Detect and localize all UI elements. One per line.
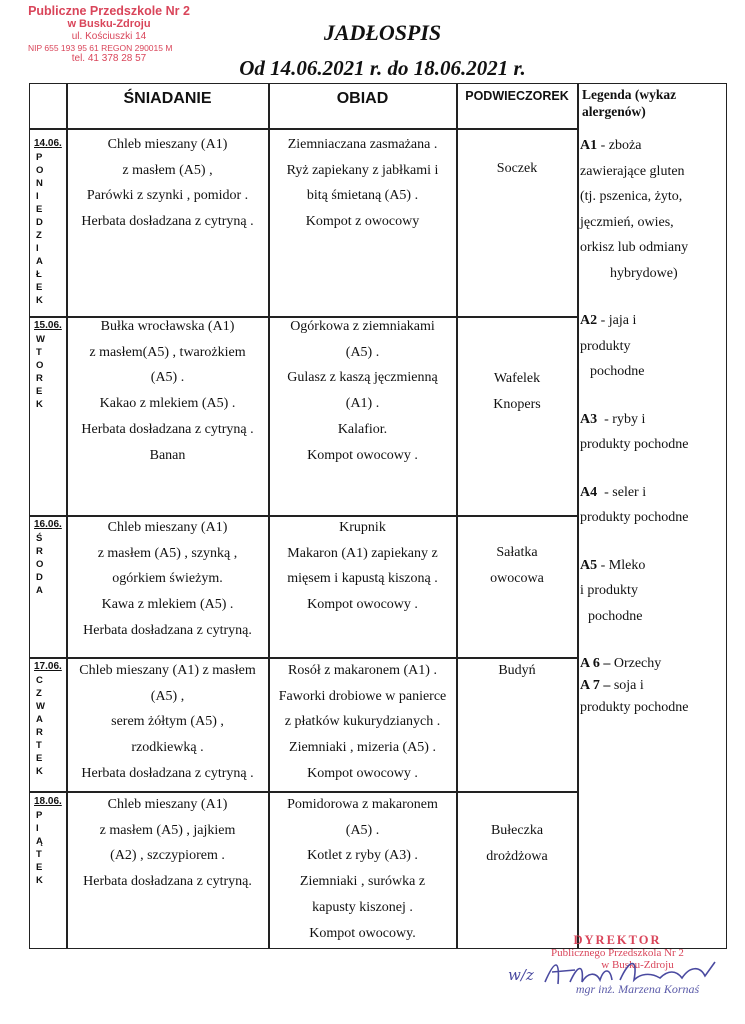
legend-item-a7: A 7 – soja i produkty pochodne bbox=[580, 678, 689, 715]
lunch-cell-tuesday: Ogórkowa z ziemniakami (A5) . Gulasz z kaszą jęczmienną (A1) . Kalafior. Kompot owocowy . bbox=[287, 319, 438, 463]
day-label-wednesday bbox=[34, 519, 64, 597]
signature-title: DYREKTOR bbox=[573, 933, 662, 947]
page-title: JADŁOSPIS bbox=[323, 20, 442, 45]
stamp-line-4: NIP 655 193 95 61 REGON 290015 M bbox=[28, 43, 173, 53]
breakfast-cell-monday: Chleb mieszany (A1) z masłem (A5) , Parówki z szynki , pomidor . Herbata dosładzana z cytryną . bbox=[81, 137, 254, 230]
signature-name: mgr inż. Marzena Kornaś bbox=[575, 982, 700, 996]
legend-item-a2: A2 - jaja i produkty pochodne bbox=[580, 313, 645, 379]
snack-cell-monday: Soczek bbox=[496, 161, 538, 176]
legend-item-a4: A4 - seler i produkty pochodne bbox=[580, 484, 689, 525]
signature-line-2: w Busku-Zdroju bbox=[601, 959, 674, 971]
signature-prefix: w/z bbox=[508, 966, 534, 984]
day-name-vertical: P I Ą T E K bbox=[36, 810, 43, 886]
breakfast-cell-wednesday: Chleb mieszany (A1) z masłem (A5) , szynką , ogórkiem świeżym. Kawa z mlekiem (A5) . Herbata dosładzana z cytryną. bbox=[83, 520, 252, 638]
legend-item-a6: A 6 – Orzechy bbox=[580, 656, 662, 671]
lunch-cell-thursday: Rosół z makaronem (A1) . Faworki drobiowe w panierce z płatków kukurydzianych . Ziemniaki , mizeria (A5) . Kompot owocowy . bbox=[278, 663, 447, 781]
day-date: 17.06. bbox=[34, 661, 62, 672]
day-label-friday bbox=[34, 796, 64, 887]
stamp-line-1: Publiczne Przedszkole Nr 2 bbox=[28, 4, 190, 18]
lunch-cell-wednesday: Krupnik Makaron (A1) zapiekany z mięsem i kapustą kiszoną . Kompot owocowy . bbox=[287, 520, 438, 613]
signature-line-1: Publicznego Przedszkola Nr 2 bbox=[551, 947, 684, 959]
day-label-monday bbox=[34, 138, 64, 307]
allergen-legend bbox=[580, 133, 725, 741]
breakfast-cell-friday: Chleb mieszany (A1) z masłem (A5) , jajkiem (A2) , szczypiorem . Herbata dosładzana z cytryną. bbox=[83, 797, 252, 890]
page-subtitle: Od 14.06.2021 r. do 18.06.2021 r. bbox=[239, 56, 526, 80]
legend-item-a3: A3 - ryby i produkty pochodne bbox=[580, 411, 689, 452]
day-name-vertical: Ś R O D A bbox=[36, 533, 44, 596]
stamp-line-2: w Busku-Zdroju bbox=[67, 18, 151, 30]
breakfast-cell-thursday: Chleb mieszany (A1) z masłem (A5) , serem żółtym (A5) , rzodkiewką . Herbata dosładzana z cytryną . bbox=[79, 663, 256, 781]
header-snack: PODWIECZOREK bbox=[465, 89, 569, 103]
header-legend bbox=[582, 86, 727, 120]
breakfast-cell-tuesday: Bułka wrocławska (A1) z masłem(A5) , twarożkiem (A5) . Kakao z mlekiem (A5) . Herbata dosładzana z cytryną . Banan bbox=[81, 319, 254, 463]
legend-item-a5: A5 - Mleko i produkty pochodne bbox=[580, 557, 646, 624]
stamp-line-3: ul. Kościuszki 14 bbox=[71, 31, 147, 42]
snack-cell-thursday: Budyń bbox=[498, 663, 536, 678]
handwritten-signature-icon bbox=[500, 954, 730, 994]
header-legend-line-2: alergenów) bbox=[582, 104, 646, 119]
day-name-vertical: C Z W A R T E K bbox=[36, 675, 45, 777]
snack-cell-wednesday: Sałatka owocowa bbox=[490, 545, 544, 586]
day-name-vertical: W T O R E K bbox=[36, 334, 45, 410]
snack-cell-friday: Bułeczka drożdżowa bbox=[486, 823, 548, 864]
day-date: 14.06. bbox=[34, 138, 62, 149]
director-signature-stamp bbox=[500, 934, 735, 996]
lunch-cell-monday: Ziemniaczana zasmażana . Ryż zapiekany z jabłkami i bitą śmietaną (A5) . Kompot z owocowy bbox=[286, 137, 439, 230]
day-name-vertical: P O N I E D Z I A Ł E K bbox=[36, 152, 44, 306]
day-date: 18.06. bbox=[34, 796, 62, 807]
stamp-line-5: tel. 41 378 28 57 bbox=[71, 53, 147, 64]
legend-item-a1: A1 - zboża zawierające gluten (tj. pszenica, żyto, jęczmień, owies, orkisz lub odmiany hybrydowe) bbox=[580, 138, 689, 281]
day-date: 15.06. bbox=[34, 320, 62, 331]
snack-cell-tuesday: Wafelek Knopers bbox=[493, 371, 541, 412]
day-label-tuesday bbox=[34, 320, 64, 411]
header-lunch: OBIAD bbox=[336, 90, 389, 107]
header-breakfast: ŚNIADANIE bbox=[123, 90, 212, 107]
day-date: 16.06. bbox=[34, 519, 62, 530]
header-legend-line-1: Legenda (wykaz bbox=[582, 87, 677, 102]
lunch-cell-friday: Pomidorowa z makaronem (A5) . Kotlet z ryby (A3) . Ziemniaki , surówka z kapusty kiszonej . Kompot owocowy. bbox=[287, 797, 438, 941]
day-label-thursday bbox=[34, 661, 64, 778]
